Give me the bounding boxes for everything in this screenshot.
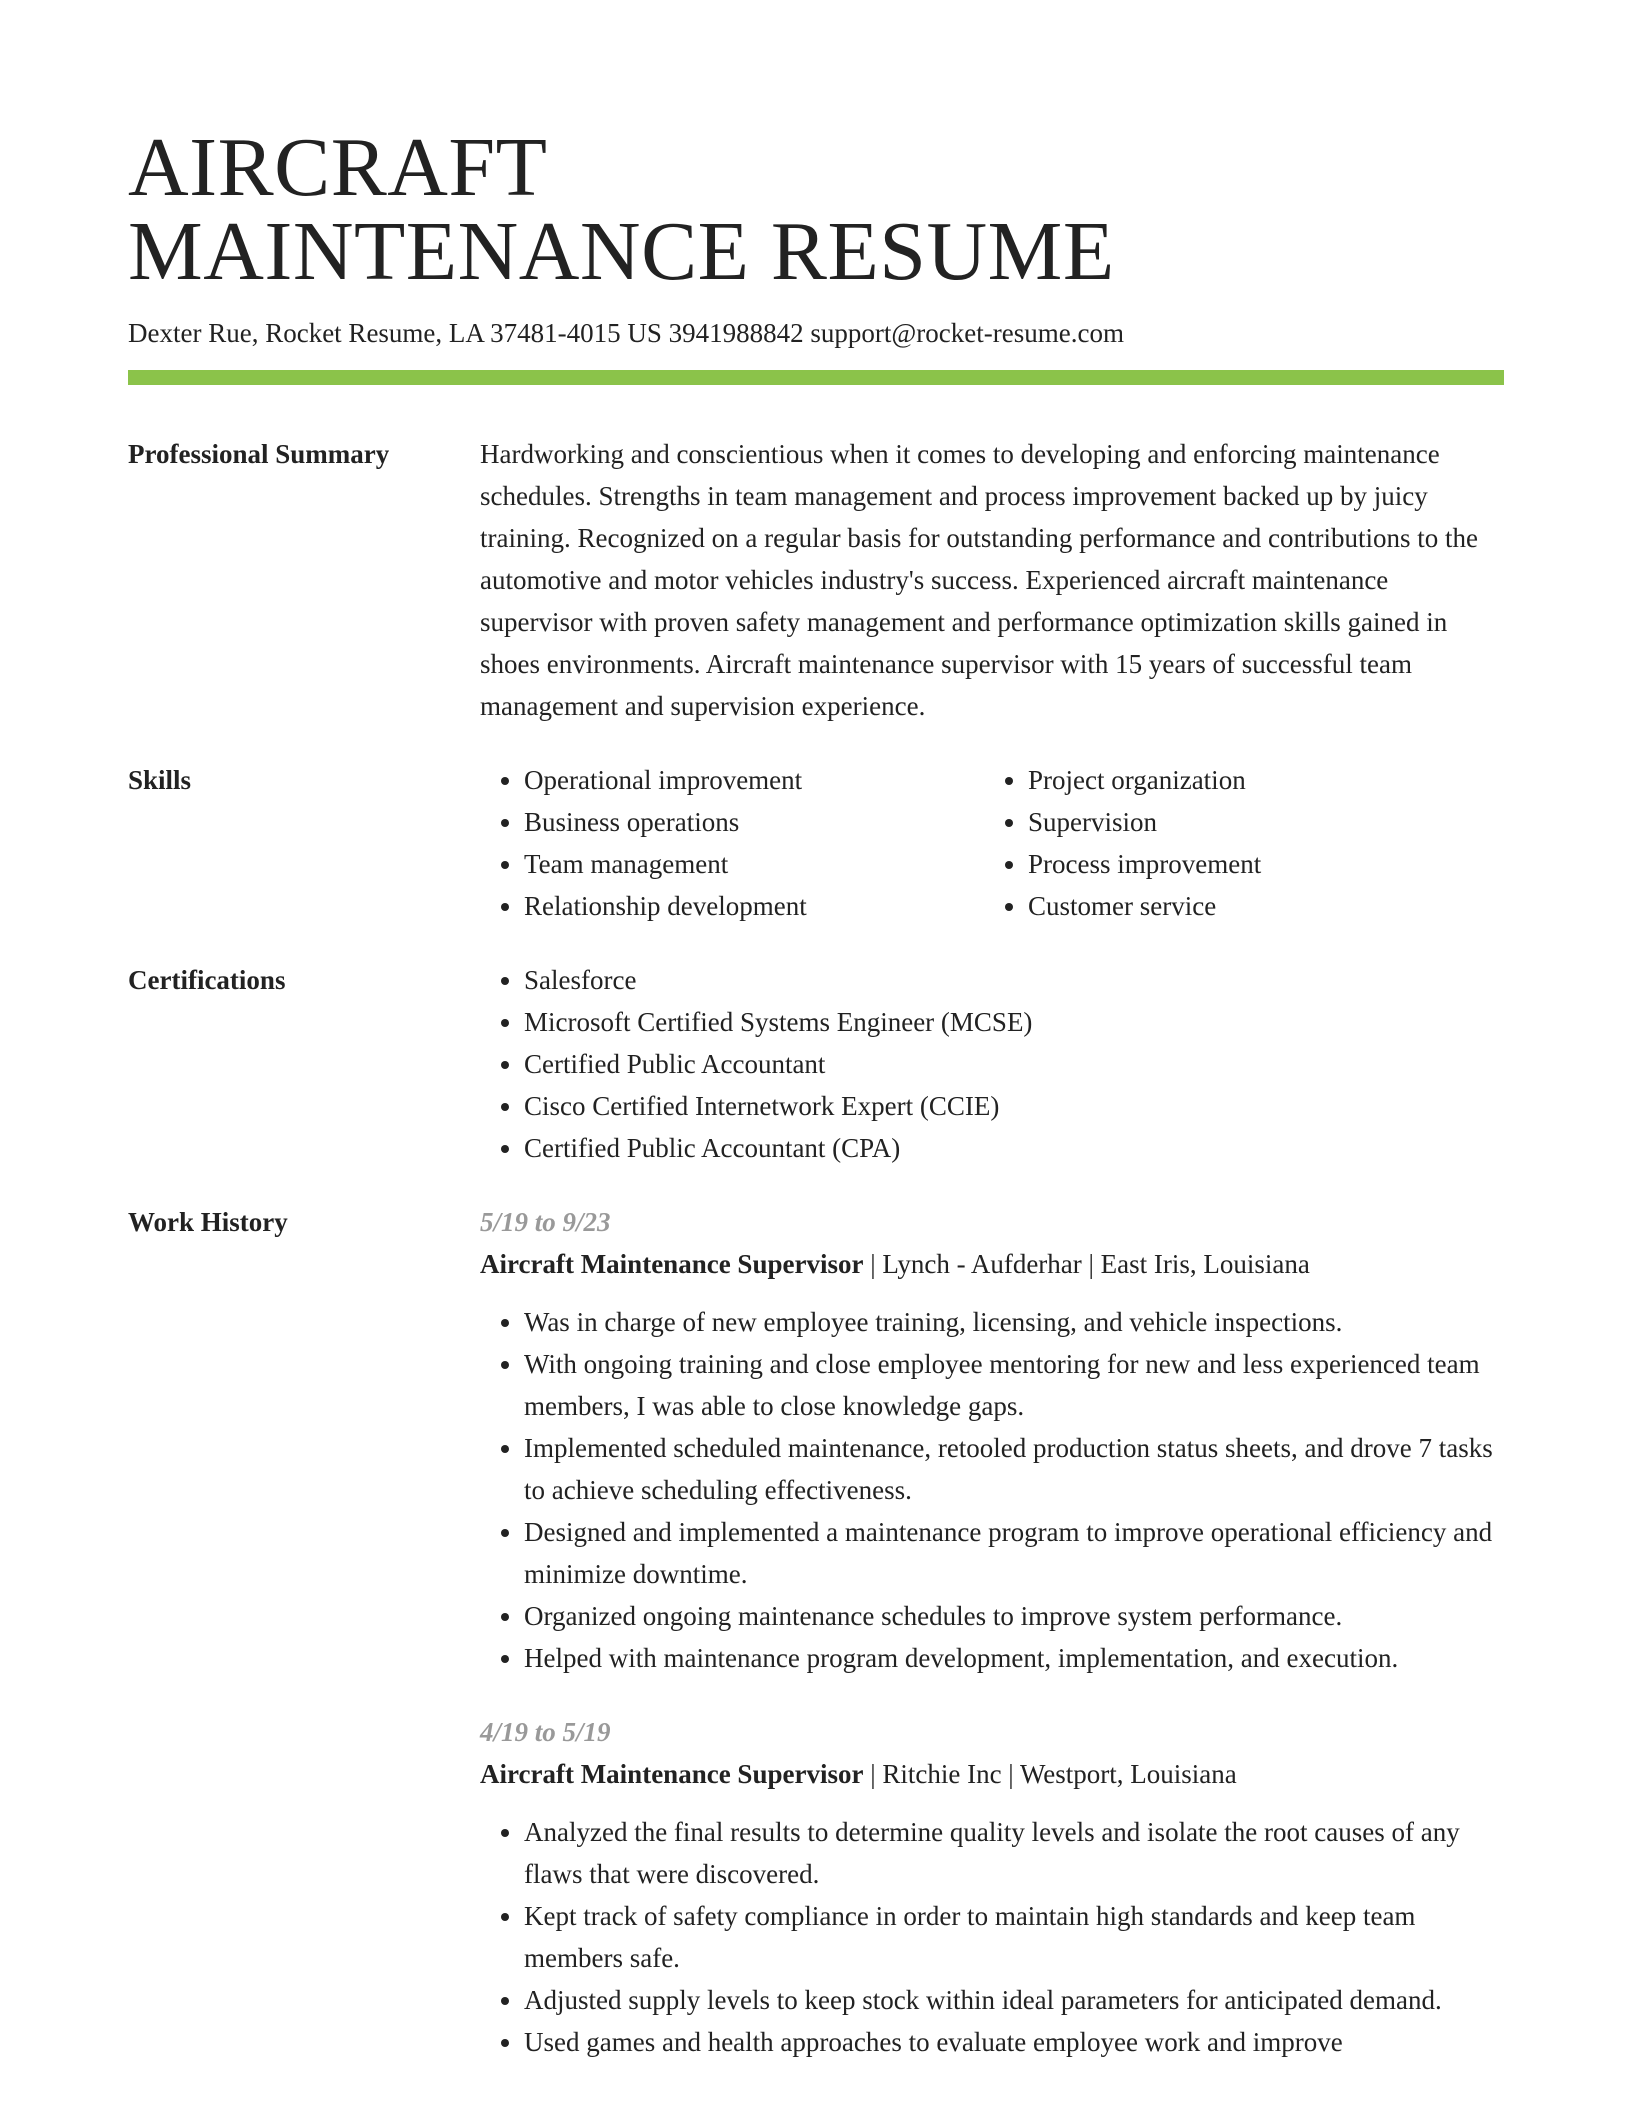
job-bullet: • With ongoing training and close employee mentoring for new and less experienced team members, I was able to close knowledge gaps. [524, 1343, 1504, 1427]
skills-column-right [984, 759, 1488, 927]
skill-item: • Customer service [1028, 885, 1488, 927]
certification-item: • Certified Public Accountant (CPA) [524, 1127, 1504, 1169]
job-details: | Ritchie Inc | Westport, Louisiana [863, 1759, 1237, 1789]
job-bullet: • Was in charge of new employee training, licensing, and vehicle inspections. [524, 1301, 1504, 1343]
job-entry [480, 1711, 1504, 2063]
resume-title [128, 0, 1504, 298]
job-heading [480, 1243, 1504, 1285]
certifications-body [480, 959, 1504, 1169]
certification-item: • Salesforce [524, 959, 1504, 1001]
title-line-2: MAINTENANCE RESUME [128, 205, 1115, 298]
skills-list-left [480, 759, 984, 927]
job-bullets [480, 1301, 1504, 1679]
skills-list-right [984, 759, 1488, 927]
skill-item: • Project organization [1028, 759, 1488, 801]
section-label-work-history: Work History [128, 1207, 288, 1237]
accent-divider [128, 370, 1504, 385]
job-entry [480, 1201, 1504, 1679]
section-label-certifications: Certifications [128, 965, 286, 995]
skills-column-left [480, 759, 984, 927]
certifications-list [480, 959, 1504, 1169]
section-skills [128, 759, 1504, 927]
title-line-1: AIRCRAFT [128, 121, 548, 214]
job-bullets [480, 1811, 1504, 2063]
job-dates: 4/19 to 5/19 [480, 1717, 611, 1747]
certification-item: • Certified Public Accountant [524, 1043, 1504, 1085]
job-bullet: • Implemented scheduled maintenance, retooled production status sheets, and drove 7 tasks to achieve scheduling effectiveness. [524, 1427, 1504, 1511]
skill-item: • Team management [524, 843, 984, 885]
skill-item: • Business operations [524, 801, 984, 843]
summary-text: Hardworking and conscientious when it comes to developing and enforcing maintenance schedules. Strengths in team management and process improvement backed up by juicy training. Recognized on a regular basis for outstanding performance and contributions to the automotive and motor vehicles industry's success. Experienced aircraft maintenance supervisor with proven safety management and performance optimization skills gained in shoes environments. Aircraft maintenance supervisor with 15 years of successful team management and supervision experience. [480, 439, 1478, 721]
section-certifications [128, 959, 1504, 1169]
certification-item: • Cisco Certified Internetwork Expert (CCIE) [524, 1085, 1504, 1127]
section-label-skills: Skills [128, 765, 192, 795]
job-dates: 5/19 to 9/23 [480, 1207, 611, 1237]
skill-item: • Supervision [1028, 801, 1488, 843]
job-bullet: • Organized ongoing maintenance schedules to improve system performance. [524, 1595, 1504, 1637]
skills-grid [480, 759, 1504, 927]
resume-page [128, 0, 1504, 2063]
job-bullet: • Used games and health approaches to evaluate employee work and improve [524, 2021, 1504, 2063]
job-bullet: • Designed and implemented a maintenance program to improve operational efficiency and minimize downtime. [524, 1511, 1504, 1595]
job-details: | Lynch - Aufderhar | East Iris, Louisiana [863, 1249, 1310, 1279]
skill-item: • Operational improvement [524, 759, 984, 801]
job-bullet: • Kept track of safety compliance in order to maintain high standards and keep team members safe. [524, 1895, 1504, 1979]
certification-item: • Microsoft Certified Systems Engineer (MCSE) [524, 1001, 1504, 1043]
section-professional-summary [128, 433, 1504, 727]
job-bullet: • Adjusted supply levels to keep stock within ideal parameters for anticipated demand. [524, 1979, 1504, 2021]
job-bullet: • Analyzed the final results to determine quality levels and isolate the root causes of any flaws that were discovered. [524, 1811, 1504, 1895]
job-heading [480, 1753, 1504, 1795]
job-title: Aircraft Maintenance Supervisor [480, 1249, 864, 1279]
job-bullet: • Helped with maintenance program development, implementation, and execution. [524, 1637, 1504, 1679]
skills-body [480, 759, 1504, 927]
work-history-body [480, 1201, 1504, 2063]
skill-item: • Relationship development [524, 885, 984, 927]
section-work-history [128, 1201, 1504, 2063]
section-label-summary: Professional Summary [128, 439, 390, 469]
skill-item: • Process improvement [1028, 843, 1488, 885]
contact-line: Dexter Rue, Rocket Resume, LA 37481-4015 US 3941988842 support@rocket-resume.com [128, 318, 1124, 348]
job-title: Aircraft Maintenance Supervisor [480, 1759, 864, 1789]
